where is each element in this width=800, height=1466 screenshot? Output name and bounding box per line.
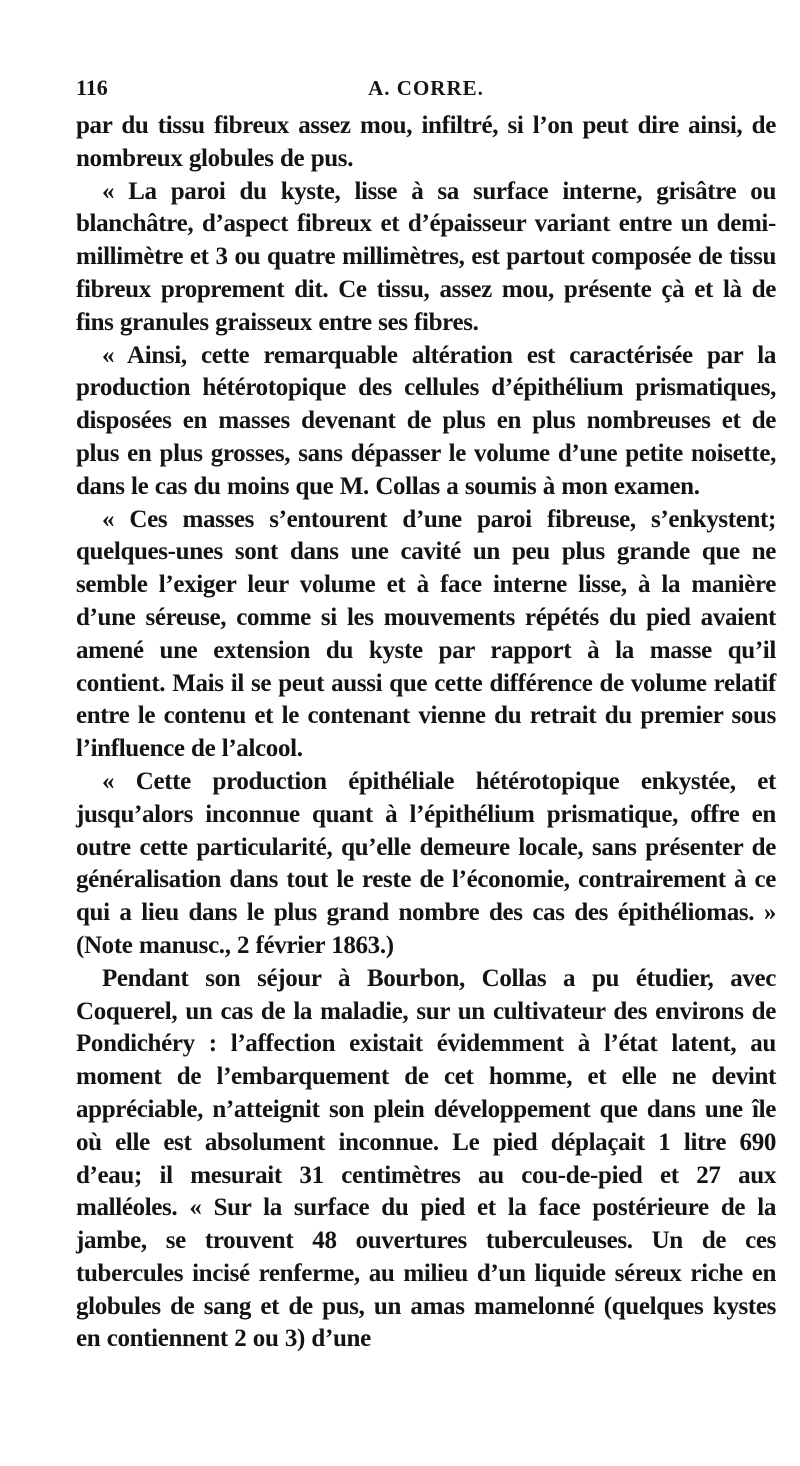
paragraph: « La paroi du kyste, lisse à sa surface interne, grisâtre ou blanchâtre, d’aspect fibreux et d’épaisseur variant entre un demi-millimètre et 3 ou quatre millimètres, est partout composée de tissu fibreux proprement dit. Ce tissu, assez mou, présente çà et là de fins granules graisseux entre ses fibres. bbox=[76, 177, 776, 336]
page-number: 116 bbox=[76, 75, 108, 100]
paragraph: « Ainsi, cette remarquable altération est caractérisée par la production hétérotopique des cellules d’épithélium prismatiques, disposées en masses devenant de plus en plus nombreuses et de plus en plus grosses, sans dépasser le volume d’une petite noisette, dans le cas du moins que M. Collas a soumis à mon examen. bbox=[76, 341, 776, 500]
paragraph: Pendant son séjour à Bourbon, Collas a pu étudier, avec Coquerel, un cas de la maladie, sur un cultivateur des environs de Pondichéry : l’affection existait évidemment à l’état latent, au moment de l’embarquement de cet homme, et elle ne devint appréciable, n’atteignit son plein développement que dans une île où elle est absolument inconnue. Le pied déplaçait 1 litre 690 d’eau; il mesurait 31 centimètres au cou-de-pied et 27 aux malléoles. « Sur la surface du pied et la face postérieure de la jambe, se trouvent 48 ouvertures tuberculeuses. Un de ces tubercules incisé renferme, au milieu d’un liquide séreux riche en globules de sang et de pus, un amas mamelonné (quelques kystes en contiennent 2 ou 3) d’une bbox=[76, 964, 776, 1353]
paragraph: « Cette production épithéliale hétérotopique enkystée, et jusqu’alors inconnue quant à l’épithélium prismatique, offre en outre cette particularité, qu’elle demeure locale, sans présenter de généralisation dans tout le reste de l’économie, contrairement à ce qui a lieu dans le plus grand nombre des cas des épithéliomas. » (Note manusc., 2 février 1863.) bbox=[76, 767, 776, 959]
body-text bbox=[76, 110, 776, 1356]
paragraph: par du tissu fibreux assez mou, infiltré, si l’on peut dire ainsi, de nombreux globules de pus. bbox=[76, 112, 776, 172]
running-head: A. CORRE. bbox=[368, 76, 484, 100]
paragraph: « Ces masses s’entourent d’une paroi fibreuse, s’enkystent; quelques-unes sont dans une cavité un peu plus grande que ne semble l’exiger leur volume et à face interne lisse, à la manière d’une séreuse, comme si les mouvements répétés du pied avaient amené une extension du kyste par rapport à la masse qu’il contient. Mais il se peut aussi que cette différence de volume relatif entre le contenu et le contenant vienne du retrait du premier sous l’influence de l’alcool. bbox=[76, 505, 776, 763]
page-header bbox=[76, 72, 776, 108]
